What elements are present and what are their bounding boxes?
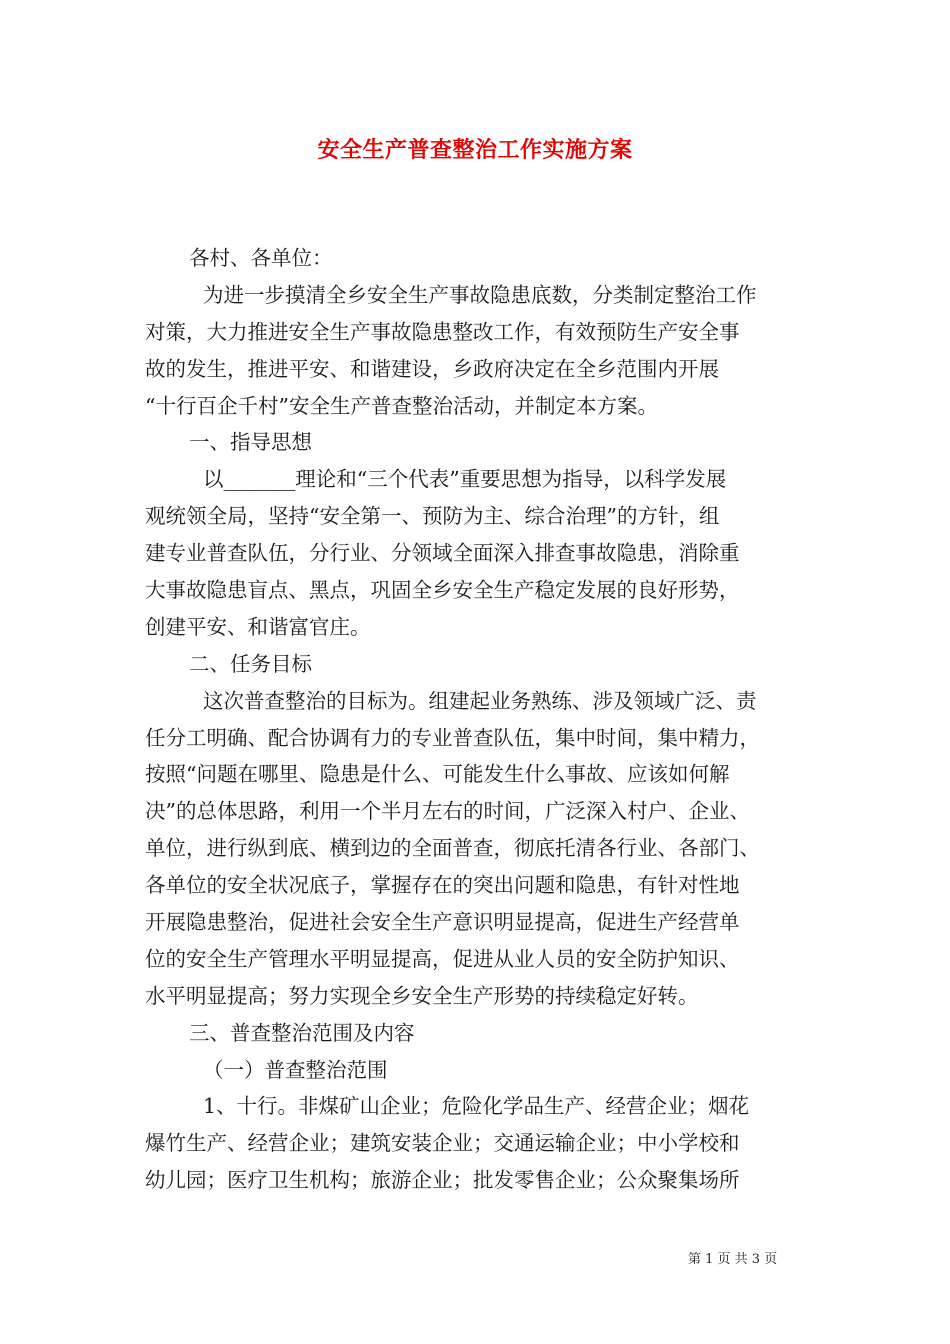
paragraph-line: 为进一步摸清全乡安全生产事故隐患底数，分类制定整治工作 xyxy=(203,282,757,307)
page-number-footer: 第 1 页 共 3 页 xyxy=(688,1252,778,1267)
paragraph-line: 水平明显提高；努力实现全乡安全生产形势的持续稳定好转。 xyxy=(145,983,699,1008)
paragraph-line: 创建平安、和谐富官庄。 xyxy=(145,614,371,639)
paragraph-line: “十行百企千村”安全生产普查整治活动，并制定本方案。 xyxy=(145,393,658,418)
section-heading: 一、指导思想 xyxy=(189,430,312,455)
document-title: 安全生产普查整治工作实施方案 xyxy=(317,137,633,163)
section-heading: 二、任务目标 xyxy=(189,651,312,676)
document-body xyxy=(145,240,810,1199)
paragraph-line: 按照“问题在哪里、隐患是什么、可能发生什么事故、应该如何解 xyxy=(145,762,730,787)
paragraph-line: 大事故隐患盲点、黑点，巩固全乡安全生产稳定发展的良好形势， xyxy=(145,578,740,603)
section-heading: 三、普查整治范围及内容 xyxy=(189,1020,415,1045)
paragraph-line: 单位，进行纵到底、横到边的全面普查，彻底托清各行业、各部门、 xyxy=(145,836,760,861)
paragraph-line: 这次普查整治的目标为。组建起业务熟练、涉及领域广泛、责 xyxy=(203,688,757,713)
paragraph-line: 各单位的安全状况底子，掌握存在的突出问题和隐患，有针对性地 xyxy=(145,873,740,898)
paragraph-line: 幼儿园；医疗卫生机构；旅游企业；批发零售企业；公众聚集场所 xyxy=(145,1168,740,1193)
paragraph-line: 以_______理论和“三个代表”重要思想为指导，以科学发展 xyxy=(203,467,727,492)
paragraph-line: 开展隐患整治，促进社会安全生产意识明显提高，促进生产经营单 xyxy=(145,910,740,935)
paragraph-line: 对策，大力推进安全生产事故隐患整改工作，有效预防生产安全事 xyxy=(145,319,740,344)
paragraph-line: 爆竹生产、经营企业；建筑安装企业；交通运输企业；中小学校和 xyxy=(145,1131,740,1156)
paragraph-line: 决”的总体思路，利用一个半月左右的时间，广泛深入村户、企业、 xyxy=(145,799,750,824)
paragraph-line: 任分工明确、配合协调有力的专业普查队伍，集中时间，集中精力， xyxy=(145,725,760,750)
paragraph-line: 位的安全生产管理水平明显提高，促进从业人员的安全防护知识、 xyxy=(145,946,740,971)
paragraph-line: 故的发生，推进平安、和谐建设，乡政府决定在全乡范围内开展 xyxy=(145,356,719,381)
paragraph-line: 1、十行。非煤矿山企业；危险化学品生产、经营企业；烟花 xyxy=(203,1094,750,1119)
paragraph-line: 观统领全局，坚持“安全第一、预防为主、综合治理”的方针，组 xyxy=(145,504,720,529)
subsection-heading: （一）普查整治范围 xyxy=(203,1057,388,1082)
paragraph-line: 建专业普查队伍，分行业、分领域全面深入排查事故隐患，消除重 xyxy=(145,541,740,566)
salutation-line: 各村、各单位： xyxy=(189,246,333,270)
